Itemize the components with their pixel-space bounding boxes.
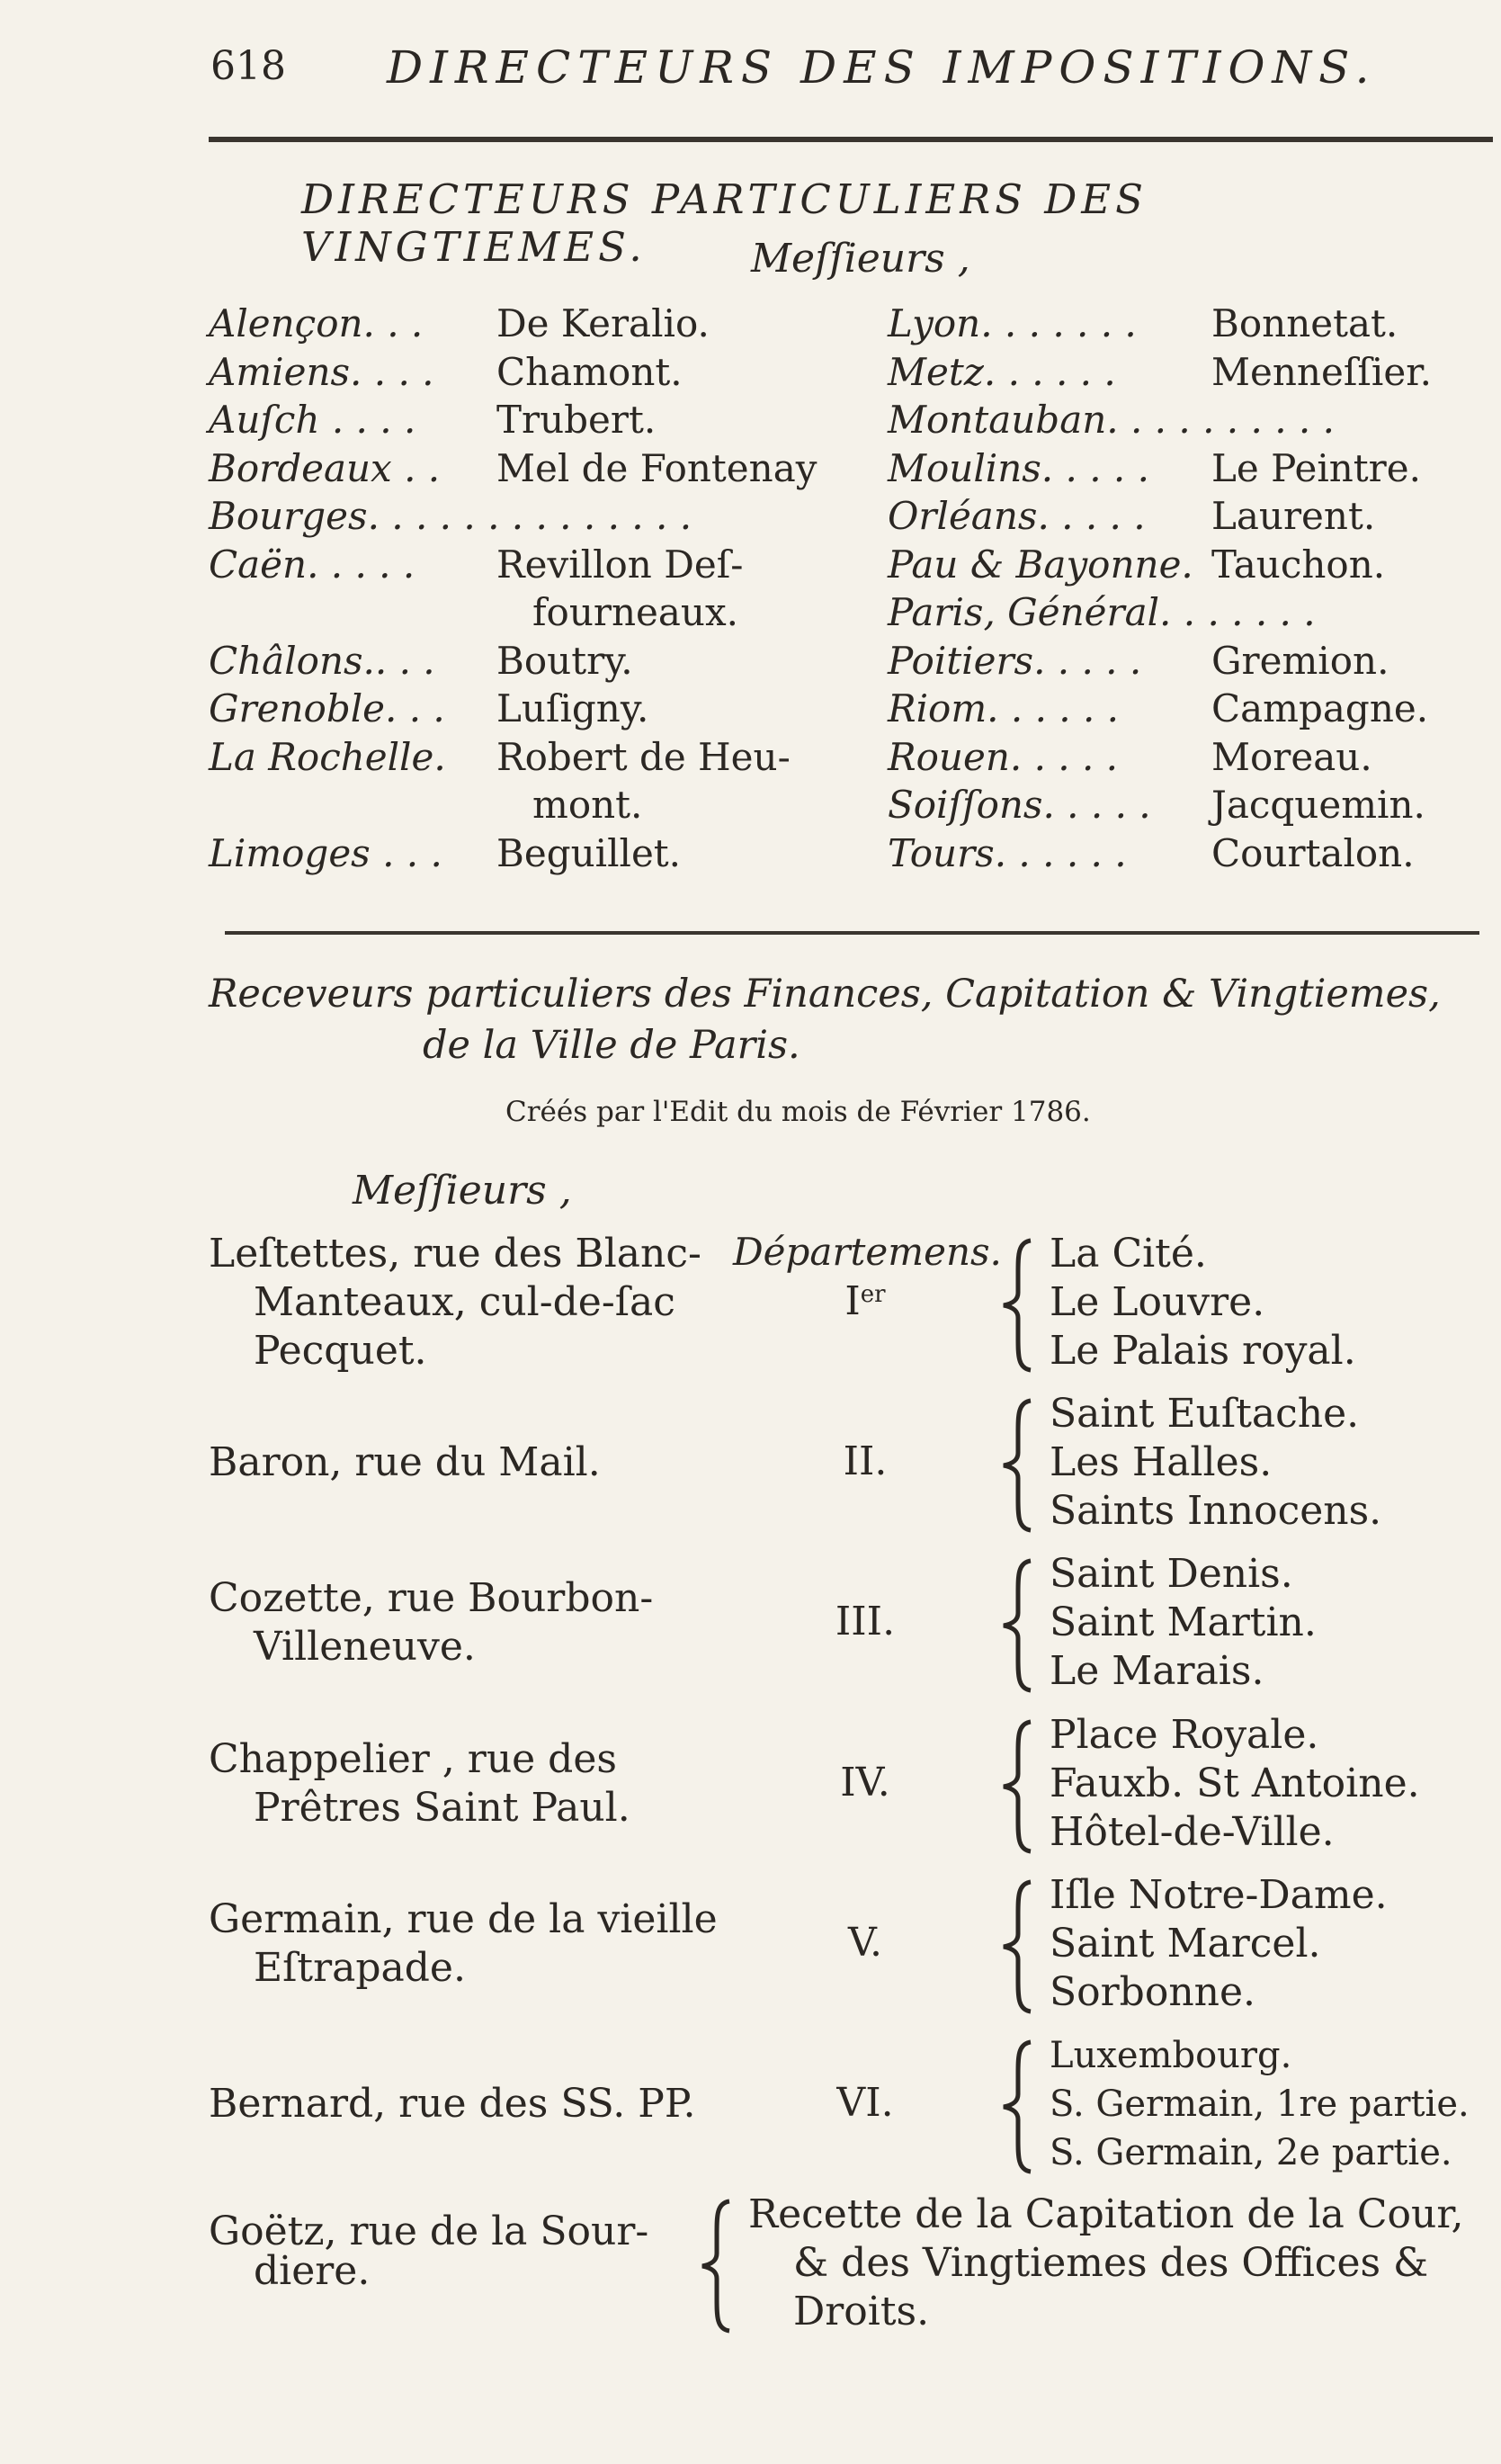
city: Caën. . . . . xyxy=(209,542,415,587)
city: Soiſſons. . . . . xyxy=(888,783,1151,827)
directeurs-column-left xyxy=(209,301,865,879)
list-item xyxy=(209,398,865,446)
city: Orléans. . . . . xyxy=(888,494,1146,538)
director-name: Boutry. xyxy=(496,638,633,683)
department-places xyxy=(1050,1550,1317,1696)
city: Bordeaux . . xyxy=(209,445,441,490)
directeurs-list xyxy=(209,301,1486,895)
director-name: Courtalon. xyxy=(1211,830,1415,875)
receveur-name-line: Villeneuve. xyxy=(254,1624,476,1670)
receveur-name-line: Prêtres Saint Paul. xyxy=(254,1785,630,1831)
place-name: Luxembourg. xyxy=(1050,2035,1292,2076)
section-title-receveurs-line2: de la Ville de Paris. xyxy=(423,1023,800,1068)
place-name: Sorbonne. xyxy=(1050,1969,1256,2015)
receveur-name-line: Manteaux, cul-de-ſac xyxy=(254,1279,675,1325)
section-title-directeurs: DIRECTEURS PARTICULIERS DES VINGTIEMES. xyxy=(301,175,1148,271)
director-name: Menneſſier. xyxy=(1211,349,1433,394)
table-row xyxy=(209,1230,1486,1383)
place-name: Saint Denis. xyxy=(1050,1551,1293,1597)
department-number-text: VI. xyxy=(836,2080,894,2126)
page-number: 618 xyxy=(210,43,286,89)
city: Rouen. . . . . xyxy=(888,734,1119,779)
place-name: Iſle Notre-Dame. xyxy=(1050,1872,1388,1918)
departements-label: Départemens. xyxy=(733,1230,1002,1274)
director-name: Chamont. xyxy=(496,349,683,394)
list-item xyxy=(888,301,1486,350)
brace-icon xyxy=(699,2198,735,2334)
receveur-name-line: Chappelier , rue des xyxy=(209,1736,617,1782)
list-item xyxy=(888,831,1486,880)
city: Amiens. . . . xyxy=(209,349,434,394)
director-name: Trubert. xyxy=(496,398,657,442)
receveur-name xyxy=(209,2080,696,2128)
department-number xyxy=(802,1278,928,1324)
directeurs-column-right xyxy=(888,301,1486,879)
city: Pau & Bayonne. xyxy=(888,542,1193,587)
receveur-name xyxy=(209,1574,653,1671)
city: Montauban. . . . . . . . . . xyxy=(888,398,1335,442)
department-number-sup: er xyxy=(860,1281,886,1308)
edict-note: Créés par l'Edit du mois de Février 1786. xyxy=(505,1096,1091,1128)
director-name: Luſigny. xyxy=(496,686,649,730)
list-item xyxy=(209,542,865,639)
department-places xyxy=(1050,2031,1470,2177)
receveur-name-line: Pecquet. xyxy=(254,1328,427,1374)
brace-icon xyxy=(1000,2038,1036,2175)
city: Limoges . . . xyxy=(209,830,442,875)
director-name: Gremion. xyxy=(1211,638,1389,683)
list-item xyxy=(209,350,865,399)
city: Paris, Général. . . . . . . xyxy=(888,590,1316,634)
director-name: Revillon Deſ- xyxy=(496,542,744,587)
receveur-name xyxy=(209,2209,649,2294)
director-name: Tauchon. xyxy=(1211,542,1386,587)
section-rule xyxy=(225,931,1479,935)
receveur-name-line: Cozette, rue Bourbon- xyxy=(209,1575,654,1621)
receveur-name xyxy=(209,1735,630,1832)
list-item xyxy=(888,735,1486,784)
director-name: Moreau. xyxy=(1211,734,1372,779)
department-places xyxy=(1050,1871,1388,2017)
place-name: Le Marais. xyxy=(1050,1648,1264,1694)
place-name: Place Royale. xyxy=(1050,1712,1319,1758)
department-number-text: IV. xyxy=(840,1760,890,1805)
capitation-description xyxy=(748,2191,1464,2336)
receveur-name xyxy=(209,1438,601,1487)
place-name: Hôtel-de-Ville. xyxy=(1050,1809,1335,1855)
receveur-name xyxy=(209,1895,718,1993)
department-number xyxy=(802,1920,928,1966)
list-item xyxy=(209,831,865,880)
director-name-continuation: fourneaux. xyxy=(532,589,738,634)
brace-icon xyxy=(1000,1237,1036,1374)
header-rule xyxy=(209,137,1493,142)
section-title-receveurs: Receveurs particuliers des Finances, Capitation & Vingtiemes, xyxy=(209,972,1441,1017)
place-name: Saint Euſtache. xyxy=(1050,1391,1360,1437)
city: Moulins. . . . . xyxy=(888,445,1149,490)
department-number-text: III. xyxy=(835,1599,896,1644)
receveur-name-line: diere. xyxy=(254,2248,371,2294)
director-name: Robert de Heu- xyxy=(496,734,791,779)
list-item xyxy=(209,494,865,542)
place-name: Fauxb. St Antoine. xyxy=(1050,1761,1420,1806)
description-line: & des Vingtiemes des Offices & xyxy=(793,2240,1429,2286)
running-title: DIRECTEURS DES IMPOSITIONS. xyxy=(387,41,1377,94)
list-item xyxy=(888,590,1486,639)
director-name: De Keralio. xyxy=(496,301,710,345)
department-number-text: V. xyxy=(847,1920,883,1966)
department-places xyxy=(1050,1390,1381,1536)
list-item xyxy=(209,446,865,495)
city: Alençon. . . xyxy=(209,301,424,345)
table-row xyxy=(209,1711,1486,1864)
brace-icon xyxy=(1000,1557,1036,1694)
list-item xyxy=(209,686,865,735)
list-item xyxy=(888,639,1486,687)
description-line: Droits. xyxy=(793,2289,930,2334)
city: Auſch . . . . xyxy=(209,398,416,442)
department-number xyxy=(802,1760,928,1805)
salutation-directeurs: Meſſieurs , xyxy=(751,236,970,282)
table-row xyxy=(209,2031,1486,2184)
director-name: Jacquemin. xyxy=(1211,783,1425,827)
department-number xyxy=(802,1438,928,1484)
list-item xyxy=(209,301,865,350)
list-item xyxy=(888,446,1486,495)
brace-icon xyxy=(1000,1397,1036,1534)
director-name: Mel de Fontenay xyxy=(496,445,818,490)
city: Metz. . . . . . xyxy=(888,349,1116,394)
city: Bourges. . . . . . . . . . . . . . xyxy=(209,494,692,538)
department-number-text: II. xyxy=(843,1438,888,1484)
list-item xyxy=(888,350,1486,399)
list-item xyxy=(888,542,1486,591)
place-name: Saint Martin. xyxy=(1050,1599,1317,1645)
place-name: Le Palais royal. xyxy=(1050,1328,1356,1374)
list-item xyxy=(888,494,1486,542)
salutation-receveurs: Meſſieurs , xyxy=(353,1168,572,1214)
table-row xyxy=(209,1390,1486,1543)
place-name: Saint Marcel. xyxy=(1050,1921,1321,1967)
place-name: Les Halles. xyxy=(1050,1439,1273,1485)
city: Poitiers. . . . . xyxy=(888,638,1142,683)
city: Lyon. . . . . . . xyxy=(888,301,1137,345)
receveur-name-line: Germain, rue de la vieille xyxy=(209,1896,718,1942)
department-places xyxy=(1050,1711,1420,1857)
brace-icon xyxy=(1000,1878,1036,2015)
list-item xyxy=(888,398,1486,446)
receveur-name-line: Bernard, rue des SS. PP. xyxy=(209,2081,696,2127)
list-item xyxy=(209,639,865,687)
receveur-name-line: Eſtrapade. xyxy=(254,1945,466,1991)
director-name: Bonnetat. xyxy=(1211,301,1398,345)
receveur-name xyxy=(209,1230,701,1375)
city: Riom. . . . . . xyxy=(888,686,1120,730)
table-row xyxy=(209,2191,1486,2343)
department-number xyxy=(802,2080,928,2126)
city: Châlons.. . . xyxy=(209,638,435,683)
place-name: La Cité. xyxy=(1050,1231,1207,1277)
director-name: Laurent. xyxy=(1211,494,1376,538)
director-name-continuation: mont. xyxy=(532,782,643,827)
city: Grenoble. . . xyxy=(209,686,445,730)
place-name: Saints Innocens. xyxy=(1050,1488,1382,1534)
department-number-text: I xyxy=(844,1278,861,1324)
list-item xyxy=(888,686,1486,735)
list-item xyxy=(209,735,865,831)
city: Tours. . . . . . xyxy=(888,830,1127,875)
city: La Rochelle. xyxy=(209,734,446,779)
table-row xyxy=(209,1871,1486,2024)
director-name: Beguillet. xyxy=(496,830,682,875)
place-name: S. Germain, 2e partie. xyxy=(1050,2132,1452,2173)
place-name: S. Germain, 1re partie. xyxy=(1050,2083,1470,2125)
department-number xyxy=(802,1599,928,1644)
list-item xyxy=(888,783,1486,831)
place-name: Le Louvre. xyxy=(1050,1279,1265,1325)
brace-icon xyxy=(1000,1718,1036,1855)
table-row xyxy=(209,1550,1486,1703)
receveur-name-line: Goëtz, rue de la Sour- xyxy=(209,2209,649,2254)
receveur-name-line: Leſtettes, rue des Blanc- xyxy=(209,1231,701,1277)
department-places xyxy=(1050,1230,1356,1375)
receveur-name-line: Baron, rue du Mail. xyxy=(209,1439,601,1485)
description-line: Recette de la Capitation de la Cour, xyxy=(748,2191,1464,2237)
director-name: Campagne. xyxy=(1211,686,1429,730)
director-name: Le Peintre. xyxy=(1211,445,1421,490)
